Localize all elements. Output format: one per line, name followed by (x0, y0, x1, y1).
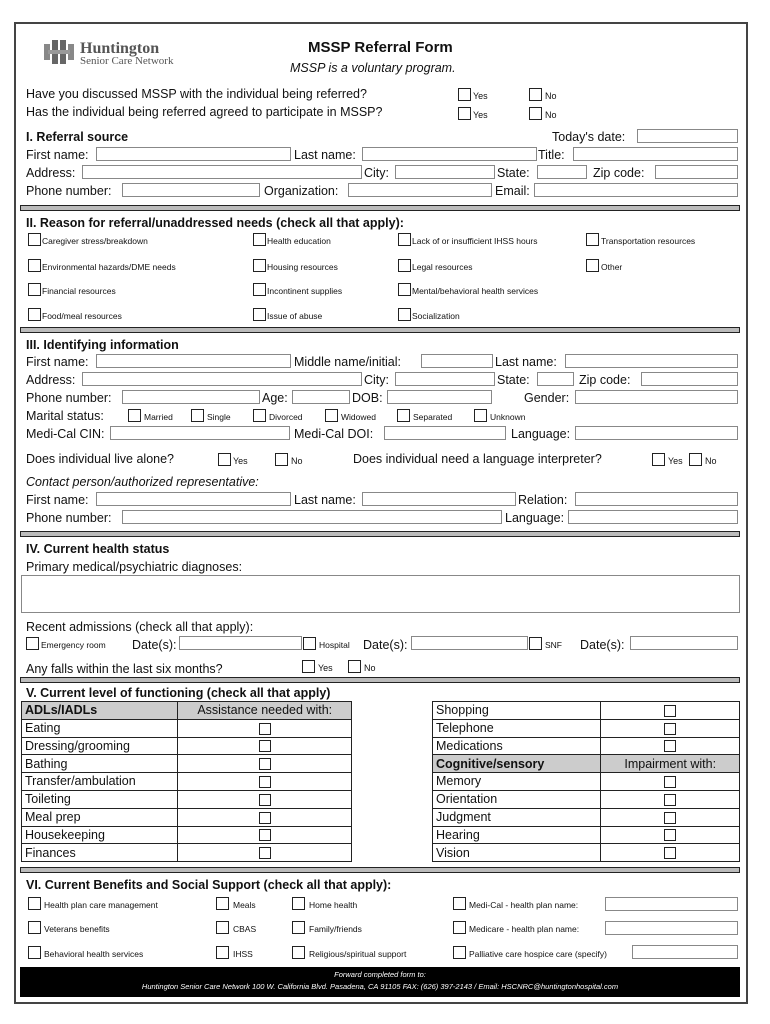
live-alone-yes-checkbox[interactable] (218, 453, 231, 466)
er-checkbox[interactable] (26, 637, 39, 650)
state-field[interactable] (537, 372, 574, 386)
adl-label: Transfer/ambulation (22, 773, 178, 791)
ref-organization-label: Organization: (264, 184, 339, 198)
er-dates-field[interactable] (179, 636, 302, 650)
adl-checkbox[interactable] (259, 740, 271, 752)
adl-label: Bathing (22, 755, 178, 773)
q-discussed: Have you discussed MSSP with the individual being referred? (26, 87, 367, 101)
marital-option-label: Married (144, 412, 173, 422)
medical-doi-field[interactable] (384, 426, 506, 440)
ref-email-label: Email: (495, 184, 530, 198)
contact-phone-label: Phone number: (26, 511, 112, 525)
adl-checkbox[interactable] (259, 847, 271, 859)
snf-checkbox[interactable] (529, 637, 542, 650)
adl-label: Housekeeping (22, 826, 178, 844)
cognitive-checkbox[interactable] (664, 812, 676, 824)
middle-name-label: Middle name/initial: (294, 355, 401, 369)
adl-column-header: ADLs/IADLs (22, 702, 178, 720)
admissions-label: Recent admissions (check all that apply): (26, 620, 254, 634)
section-4-heading: IV. Current health status (26, 542, 170, 556)
er-label: Emergency room (41, 640, 106, 650)
iadl-label: Medications (433, 737, 601, 755)
address-label: Address: (26, 373, 76, 387)
adl-label: Finances (22, 844, 178, 862)
table-row (433, 844, 740, 862)
adl-label: Dressing/grooming (22, 737, 178, 755)
palliative-specify-field[interactable] (632, 945, 738, 959)
ref-phone-field[interactable] (122, 183, 260, 197)
reason-checkbox[interactable] (253, 259, 266, 272)
dob-label: DOB: (352, 391, 383, 405)
reason-checkbox[interactable] (586, 233, 599, 246)
benefit-checkbox[interactable] (28, 946, 41, 959)
reason-checkbox[interactable] (28, 259, 41, 272)
medical-cin-field[interactable] (110, 426, 290, 440)
interpreter-yes-checkbox[interactable] (652, 453, 665, 466)
cognitive-label: Memory (433, 773, 601, 791)
ref-first-name-label: First name: (26, 148, 89, 162)
reason-label: Mental/behavioral health services (412, 286, 539, 296)
benefit-label: IHSS (233, 949, 253, 959)
benefit-label: Religious/spiritual support (309, 949, 407, 959)
benefit-label: Family/friends (309, 924, 362, 934)
agreed-yes-label: Yes (473, 110, 488, 120)
discussed-no-label: No (545, 91, 557, 101)
relation-field[interactable] (575, 492, 738, 506)
section-divider (20, 327, 740, 333)
ref-first-name-field[interactable] (96, 147, 291, 161)
medical-doi-label: Medi-Cal DOI: (294, 427, 374, 441)
ref-state-label: State: (497, 166, 530, 180)
iadl-cognitive-table (432, 701, 740, 862)
section-divider (20, 205, 740, 211)
cognitive-label: Hearing (433, 826, 601, 844)
marital-checkbox[interactable] (397, 409, 410, 422)
ref-last-name-field[interactable] (362, 147, 537, 161)
first-name-field[interactable] (96, 354, 291, 368)
hospital-dates-field[interactable] (411, 636, 528, 650)
reason-checkbox[interactable] (398, 283, 411, 296)
footer-address: Huntington Senior Care Network 100 W. California Blvd. Pasadena, CA 91105 FAX: (626) 397-2143 / Email: HSCNRC@huntingtonhospital.com (141, 981, 619, 991)
ref-address-field[interactable] (82, 165, 362, 179)
city-field[interactable] (395, 372, 495, 386)
reason-checkbox[interactable] (586, 259, 599, 272)
table-row (22, 719, 352, 737)
todays-date-label: Today's date: (552, 130, 626, 144)
reason-checkbox[interactable] (28, 233, 41, 246)
benefit-checkbox[interactable] (292, 897, 305, 910)
reason-checkbox[interactable] (253, 283, 266, 296)
reason-label: Transportation resources (601, 236, 696, 246)
table-row (433, 790, 740, 808)
contact-last-name-label: Last name: (294, 493, 356, 507)
agreed-yes-checkbox[interactable] (458, 107, 471, 120)
falls-no-label: No (364, 663, 376, 673)
section-1-heading: I. Referral source (26, 130, 129, 144)
middle-name-field[interactable] (421, 354, 493, 368)
phone-field[interactable] (122, 390, 260, 404)
benefit-checkbox[interactable] (216, 946, 229, 959)
snf-dates-label: Date(s): (580, 638, 625, 652)
ref-city-label: City: (364, 166, 389, 180)
marital-option-label: Divorced (269, 412, 303, 422)
er-dates-label: Date(s): (132, 638, 177, 652)
interpreter-no-checkbox[interactable] (689, 453, 702, 466)
section-5-heading: V. Current level of functioning (check all that apply) (26, 686, 331, 700)
falls-yes-label: Yes (318, 663, 333, 673)
age-label: Age: (262, 391, 288, 405)
marital-checkbox[interactable] (191, 409, 204, 422)
cognitive-checkbox[interactable] (664, 776, 676, 788)
marital-status-label: Marital status: (26, 409, 104, 423)
interpreter-yes-label: Yes (668, 456, 683, 466)
reason-label: Housing resources (267, 262, 338, 272)
footer-forward-label: Forward completed form to: (334, 970, 426, 979)
ref-zip-label: Zip code: (593, 166, 645, 180)
falls-no-checkbox[interactable] (348, 660, 361, 673)
reason-label: Food/meal resources (42, 311, 122, 321)
last-name-field[interactable] (565, 354, 738, 368)
section-divider (20, 531, 740, 537)
benefit-checkbox[interactable] (453, 946, 466, 959)
adl-label: Meal prep (22, 808, 178, 826)
discussed-yes-label: Yes (473, 91, 488, 101)
benefit-label: Medicare - health plan name: (469, 924, 580, 934)
live-alone-no-label: No (291, 456, 303, 466)
discussed-no-checkbox[interactable] (529, 88, 542, 101)
reason-label: Caregiver stress/breakdown (42, 236, 148, 246)
snf-label: SNF (545, 640, 562, 650)
logo-subtitle: Senior Care Network (80, 55, 174, 67)
form-subtitle: MSSP is a voluntary program. (290, 61, 456, 75)
section-divider (20, 867, 740, 873)
cognitive-label: Vision (433, 844, 601, 862)
dob-field[interactable] (387, 390, 492, 404)
ref-title-label: Title: (538, 148, 565, 162)
benefit-checkbox[interactable] (292, 921, 305, 934)
cognitive-checkbox[interactable] (664, 829, 676, 841)
benefit-label: Medi-Cal - health plan name: (469, 900, 579, 910)
table-row (22, 826, 352, 844)
table-row (433, 702, 740, 720)
marital-option-label: Widowed (341, 412, 376, 422)
cognitive-checkbox[interactable] (664, 794, 676, 806)
table-row (22, 808, 352, 826)
reason-checkbox[interactable] (28, 283, 41, 296)
ref-phone-label: Phone number: (26, 184, 112, 198)
benefit-label: CBAS (233, 924, 257, 934)
benefit-label: Behavioral health services (44, 949, 144, 959)
table-row (22, 844, 352, 862)
benefit-label: Meals (233, 900, 256, 910)
huntington-logo-icon (42, 40, 76, 68)
first-name-label: First name: (26, 355, 89, 369)
phone-label: Phone number: (26, 391, 112, 405)
medical-plan-name-field[interactable] (605, 897, 738, 911)
live-alone-label: Does individual live alone? (26, 452, 175, 466)
section-6-heading: VI. Current Benefits and Social Support (check all that apply): (26, 878, 392, 892)
impairment-column-header: Impairment with: (601, 755, 740, 773)
reason-checkbox[interactable] (253, 308, 266, 321)
iadl-checkbox[interactable] (664, 705, 676, 717)
falls-label: Any falls within the last six months? (26, 662, 223, 676)
benefit-label: Veterans benefits (44, 924, 110, 934)
reason-checkbox[interactable] (398, 259, 411, 272)
interpreter-no-label: No (705, 456, 717, 466)
table-row (433, 826, 740, 844)
adl-table (21, 701, 352, 862)
live-alone-no-checkbox[interactable] (275, 453, 288, 466)
table-row (433, 773, 740, 791)
agreed-no-label: No (545, 110, 557, 120)
reason-checkbox[interactable] (28, 308, 41, 321)
iadl-label: Shopping (433, 702, 601, 720)
adl-label: Toileting (22, 790, 178, 808)
section-divider (20, 677, 740, 683)
ref-address-label: Address: (26, 166, 76, 180)
language-label: Language: (511, 427, 571, 441)
contact-person-heading: Contact person/authorized representative: (26, 475, 259, 489)
ref-zip-field[interactable] (655, 165, 738, 179)
section-3-heading: III. Identifying information (26, 338, 179, 352)
age-field[interactable] (292, 390, 350, 404)
last-name-label: Last name: (495, 355, 557, 369)
q-agreed: Has the individual being referred agreed to participate in MSSP? (26, 105, 383, 119)
ref-title-field[interactable] (573, 147, 738, 161)
reason-checkbox[interactable] (398, 308, 411, 321)
benefit-label: Health plan care management (44, 900, 158, 910)
agreed-no-checkbox[interactable] (529, 107, 542, 120)
reason-label: Legal resources (412, 262, 473, 272)
marital-option-label: Separated (413, 412, 453, 422)
todays-date-field[interactable] (637, 129, 738, 143)
discussed-yes-checkbox[interactable] (458, 88, 471, 101)
benefit-label: Home health (309, 900, 358, 910)
cognitive-checkbox[interactable] (664, 847, 676, 859)
state-label: State: (497, 373, 530, 387)
gender-field[interactable] (575, 390, 738, 404)
reason-label: Issue of abuse (267, 311, 323, 321)
adl-checkbox[interactable] (259, 829, 271, 841)
marital-option-label: Unknown (490, 412, 526, 422)
cognitive-label: Orientation (433, 790, 601, 808)
adl-label: Eating (22, 719, 178, 737)
medical-cin-label: Medi-Cal CIN: (26, 427, 105, 441)
benefit-label: Palliative care hospice care (specify) (469, 949, 607, 959)
footer (20, 967, 740, 997)
iadl-checkbox[interactable] (664, 740, 676, 752)
benefit-checkbox[interactable] (453, 921, 466, 934)
benefit-checkbox[interactable] (216, 921, 229, 934)
contact-first-name-label: First name: (26, 493, 89, 507)
marital-option-label: Single (207, 412, 231, 422)
benefit-checkbox[interactable] (28, 897, 41, 910)
relation-label: Relation: (518, 493, 568, 507)
reason-label: Financial resources (42, 286, 116, 296)
table-row (22, 790, 352, 808)
reason-label: Lack of or insufficient IHSS hours (412, 236, 538, 246)
ref-organization-field[interactable] (348, 183, 492, 197)
language-field[interactable] (575, 426, 738, 440)
ref-city-field[interactable] (395, 165, 495, 179)
adl-checkbox[interactable] (259, 812, 271, 824)
marital-checkbox[interactable] (325, 409, 338, 422)
ref-last-name-label: Last name: (294, 148, 356, 162)
table-row (22, 773, 352, 791)
snf-dates-field[interactable] (630, 636, 738, 650)
zip-field[interactable] (641, 372, 738, 386)
hospital-checkbox[interactable] (303, 637, 316, 650)
adl-checkbox[interactable] (259, 776, 271, 788)
reason-label: Incontinent supplies (267, 286, 343, 296)
contact-first-name-field[interactable] (96, 492, 291, 506)
section-2-heading: II. Reason for referral/unaddressed needs (check all that apply): (26, 216, 404, 230)
address-field[interactable] (82, 372, 362, 386)
logo-name: Huntington (80, 40, 160, 57)
interpreter-label: Does individual need a language interpreter? (353, 452, 602, 466)
hospital-label: Hospital (319, 640, 350, 650)
adl-checkbox[interactable] (259, 723, 271, 735)
zip-label: Zip code: (579, 373, 631, 387)
reason-checkbox[interactable] (398, 233, 411, 246)
table-row (433, 719, 740, 737)
table-row (433, 737, 740, 755)
benefit-checkbox[interactable] (216, 897, 229, 910)
reason-label: Environmental hazards/DME needs (42, 262, 176, 272)
medicare-plan-name-field[interactable] (605, 921, 738, 935)
benefit-checkbox[interactable] (28, 921, 41, 934)
live-alone-yes-label: Yes (233, 456, 248, 466)
form-title: MSSP Referral Form (308, 39, 453, 56)
reason-label: Other (601, 262, 623, 272)
benefit-checkbox[interactable] (453, 897, 466, 910)
diagnoses-label: Primary medical/psychiatric diagnoses: (26, 560, 243, 574)
iadl-checkbox[interactable] (664, 723, 676, 735)
contact-language-field[interactable] (568, 510, 738, 524)
gender-label: Gender: (524, 391, 570, 405)
contact-phone-field[interactable] (122, 510, 502, 524)
adl-checkbox[interactable] (259, 758, 271, 770)
reason-label: Socialization (412, 311, 460, 321)
marital-checkbox[interactable] (128, 409, 141, 422)
reason-label: Health education (267, 236, 331, 246)
marital-checkbox[interactable] (474, 409, 487, 422)
adl-checkbox[interactable] (259, 794, 271, 806)
falls-yes-checkbox[interactable] (302, 660, 315, 673)
contact-last-name-field[interactable] (362, 492, 516, 506)
ref-email-field[interactable] (534, 183, 738, 197)
assistance-column-header: Assistance needed with: (178, 702, 352, 720)
marital-checkbox[interactable] (253, 409, 266, 422)
table-row (22, 737, 352, 755)
diagnoses-field[interactable] (21, 575, 740, 613)
ref-state-field[interactable] (537, 165, 587, 179)
cognitive-label: Judgment (433, 808, 601, 826)
iadl-label: Telephone (433, 719, 601, 737)
benefit-checkbox[interactable] (292, 946, 305, 959)
cognitive-column-header: Cognitive/sensory (433, 755, 601, 773)
table-row (22, 755, 352, 773)
reason-checkbox[interactable] (253, 233, 266, 246)
city-label: City: (364, 373, 389, 387)
table-row (433, 808, 740, 826)
contact-language-label: Language: (505, 511, 565, 525)
hospital-dates-label: Date(s): (363, 638, 408, 652)
